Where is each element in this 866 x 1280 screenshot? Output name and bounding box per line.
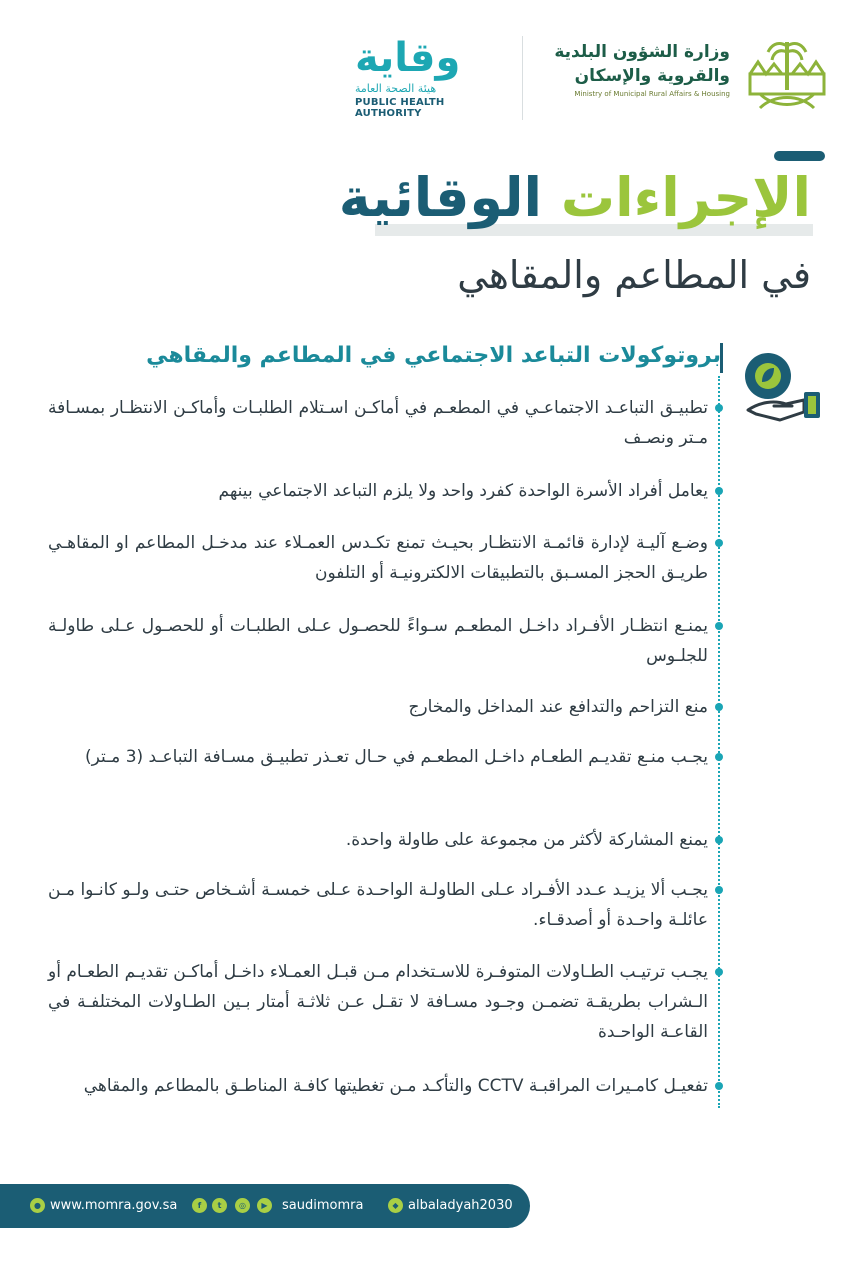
ministry-name-line2: والقروية والإسكان — [574, 66, 730, 86]
list-bullet — [715, 886, 723, 894]
list-item: تطبيـق التباعـد الاجتماعـي في المطعـم في أماكـن اسـتلام الطلبـات وأماكـن الانتظـار بمسـافة مـتر ونصـف — [48, 398, 708, 448]
title-word-procedures: الإجراءات — [560, 166, 811, 229]
page-title — [111, 160, 811, 236]
instagram-icon[interactable]: ◎ — [235, 1198, 250, 1213]
ministry-english-name: Ministry of Municipal Rural Affairs & Housing — [574, 90, 730, 98]
moh-logo-word: وقاية — [355, 35, 461, 81]
twitter-icon[interactable]: t — [212, 1198, 227, 1213]
list-item: يمنـع انتظـار الأفـراد داخـل المطعـم سـواءً للحصـول عـلى الطلبـات أو للحصـول عـلى طاولـة للجلـوس — [48, 616, 708, 666]
footer-website-link[interactable]: www.momra.gov.sa — [50, 1198, 178, 1213]
list-item: يعامل أفراد الأسرة الواحدة كفرد واحد ولا يلزم التباعد الاجتماعي بينهم — [218, 481, 708, 501]
globe-icon: ● — [30, 1198, 45, 1213]
list-bullet — [715, 1082, 723, 1090]
list-item: تفعيـل كامـيرات المراقبـة CCTV والتأكـد مـن تغطيتها كافـة المناطـق بالمطاعم والمقاهي — [83, 1076, 708, 1096]
header-logos — [0, 30, 866, 130]
list-bullet — [715, 539, 723, 547]
list-bullet — [715, 622, 723, 630]
youtube-icon[interactable]: ▶ — [257, 1198, 272, 1213]
facebook-icon[interactable]: f — [192, 1198, 207, 1213]
footer-hashtag: albaladyah2030 — [408, 1198, 513, 1213]
list-item: يمنع المشاركة لأكثر من مجموعة على طاولة واحدة. — [345, 830, 708, 850]
list-item: منع التزاحم والتدافع عند المداخل والمخارج — [408, 697, 708, 717]
public-health-authority-logo — [355, 34, 500, 119]
list-bullet — [715, 404, 723, 412]
ministry-name-line1: وزارة الشؤون البلدية — [554, 42, 730, 62]
list-dotted-line — [718, 376, 720, 1108]
list-bullet — [715, 703, 723, 711]
list-bullet — [715, 968, 723, 976]
list-bullet — [715, 753, 723, 761]
section-heading: بروتوكولات التباعد الاجتماعي في المطاعم والمقاهي — [146, 343, 721, 368]
list-bullet — [715, 487, 723, 495]
list-item: يجـب منـع تقديـم الطعـام داخـل المطعـم في حـال تعـذر تطبيـق مسـافة التباعـد (3 مـتر) — [85, 747, 708, 767]
moh-arabic-name: هيئة الصحة العامة — [355, 82, 437, 95]
footer-bar — [0, 1184, 530, 1228]
snapchat-icon: ◆ — [388, 1198, 403, 1213]
list-item: وضـع آليـة لإدارة قائمـة الانتظـار بحيـث تمنع تكـدس العمـلاء عند مدخـل المطاعم او المقاهـي طريـق الحجز المسـبق بالتطبيقات الالكترونيـة أو التلفون — [48, 533, 708, 583]
list-item: يجـب ترتيـب الطـاولات المتوفـرة للاسـتخدام مـن قبـل العمـلاء داخـل أماكـن تقديـم الطعـام أو الـشراب بطريقـة تضمـن وجـود مسـافة لا تقـل عـن ثلاثـة أمتار بـين الطـاولات المختلفـة في القاعـة الواحـدة — [48, 962, 708, 1042]
moh-english-name: PUBLIC HEALTH AUTHORITY — [355, 97, 445, 119]
title-word-preventive: الوقائية — [338, 166, 543, 229]
list-bullet — [715, 836, 723, 844]
ministry-logo-text — [540, 40, 730, 98]
list-item: يجـب ألا يزيـد عـدد الأفـراد عـلى الطاولـة الواحـدة عـلى خمسـة أشـخاص حتـى ولـو كانـوا مـن عائلـة واحـدة أو أصدقـاء. — [48, 880, 708, 930]
logo-divider — [522, 36, 523, 120]
page-subtitle: في المطاعم والمقاهي — [457, 253, 811, 297]
ministry-emblem-icon — [744, 34, 830, 120]
footer-social-handle[interactable]: saudimomra — [282, 1198, 364, 1213]
hand-holding-coin-icon — [740, 350, 824, 426]
